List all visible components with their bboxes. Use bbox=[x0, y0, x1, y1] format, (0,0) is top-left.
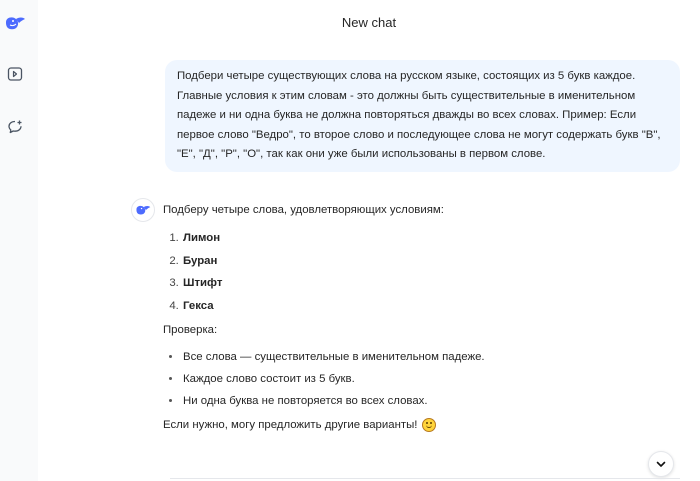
answer-outro bbox=[163, 417, 663, 433]
input-area-edge bbox=[170, 478, 680, 479]
check-list bbox=[163, 349, 663, 410]
word-list bbox=[163, 230, 663, 314]
list-item: • Все слова — существительные в именительном падеже. bbox=[182, 349, 663, 365]
new-chat-icon[interactable] bbox=[4, 116, 26, 138]
list-item: 4. Гекса bbox=[182, 298, 663, 314]
user-message: Подбери четыре существующих слова на русском языке, состоящих из 5 букв каждое. Главные условия к этим словам - это должны быть существительные в именительном падеже и ни одна буква не должна повторяться дважды во всех словах. Пример: Если первое слово "Ведро", то второе слово и последующее слова не могут содержать букв "В", "Е", "Д", "Р", "О", так как они уже были использованы в первом слове. bbox=[165, 60, 680, 172]
sidebar-toggle-icon[interactable] bbox=[4, 63, 26, 85]
deepseek-logo-icon bbox=[135, 204, 151, 216]
assistant-message bbox=[163, 202, 663, 433]
chevron-down-icon bbox=[655, 458, 667, 470]
list-item: 3. Штифт bbox=[182, 275, 663, 291]
sidebar bbox=[0, 0, 38, 481]
outro-text: Если нужно, могу предложить другие варианты! bbox=[163, 419, 418, 432]
deepseek-logo-icon[interactable] bbox=[4, 12, 26, 34]
answer-intro: Подберу четыре слова, удовлетворяющих условиям: bbox=[163, 204, 444, 216]
smiling-face-icon bbox=[422, 418, 436, 432]
check-label: Проверка: bbox=[163, 323, 218, 336]
list-item: 1. Лимон bbox=[182, 230, 663, 246]
list-item: • Ни одна буква не повторяется во всех словах. bbox=[182, 393, 663, 409]
scroll-to-bottom-button[interactable] bbox=[648, 451, 674, 477]
assistant-avatar bbox=[131, 198, 155, 222]
list-item: 2. Буран bbox=[182, 253, 663, 269]
page-title: New chat bbox=[341, 15, 397, 30]
list-item: • Каждое слово состоит из 5 букв. bbox=[182, 371, 663, 387]
